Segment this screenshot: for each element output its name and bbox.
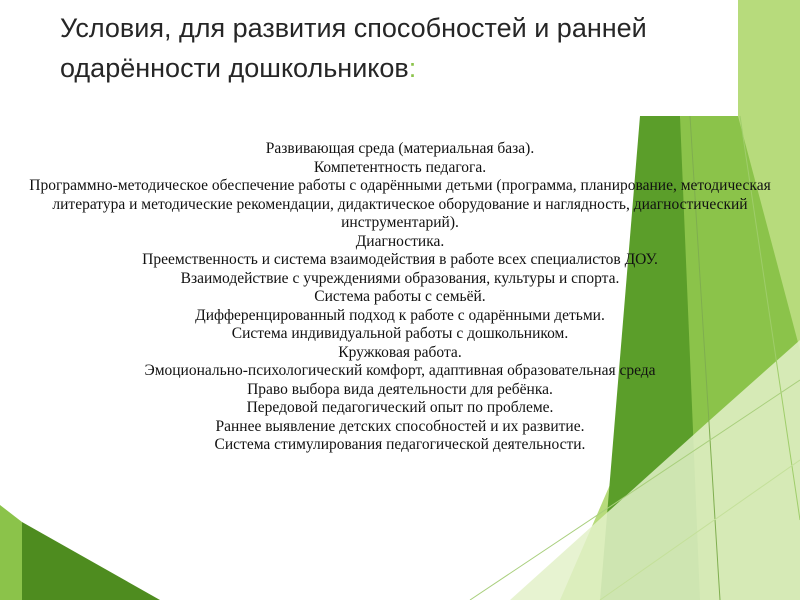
list-item: Дифференцированный подход к работе с одарёнными детьми.: [195, 306, 605, 324]
list-item: Кружковая работа.: [338, 343, 462, 361]
list-item: Программно-методическое обеспечение работы с одарёнными детьми (программа, планирование, методическая литература и методические рекомендации, дидактическое оборудование и наглядность, диагностический инструментарий).: [29, 177, 771, 231]
left-green-stripe: [0, 505, 22, 600]
list-item: Эмоционально-психологический комфорт, адаптивная образовательная среда: [144, 362, 656, 379]
list-item: Преемственность и система взаимодействия в работе всех специалистов ДОУ.: [142, 251, 658, 268]
list-item: Система работы с семьёй.: [314, 288, 486, 305]
list-item: Передовой педагогический опыт по проблеме.: [246, 399, 554, 416]
list-item: Право выбора вида деятельности для ребёнка.: [247, 380, 553, 398]
slide-title-text: Условия, для развития способностей и ранней одарённости дошкольников: [60, 13, 647, 83]
list-item: Диагностика.: [355, 232, 445, 250]
list-item: Взаимодействие с учреждениями образования, культуры и спорта.: [180, 269, 620, 287]
list-item: Раннее выявление детских способностей и их развитие.: [215, 417, 585, 435]
list-item: Система стимулирования педагогической деятельности.: [214, 436, 586, 453]
list-item: Развивающая среда (материальная база).: [265, 140, 535, 157]
conditions-list: [10, 140, 790, 455]
slide-title: [60, 8, 730, 88]
dark-green-wedge: [22, 522, 160, 600]
list-item: Система индивидуальной работы с дошкольником.: [231, 325, 569, 342]
slide-title-colon: :: [408, 53, 417, 83]
list-item: Компетентность педагога.: [313, 158, 487, 176]
title-area: [0, 0, 738, 116]
